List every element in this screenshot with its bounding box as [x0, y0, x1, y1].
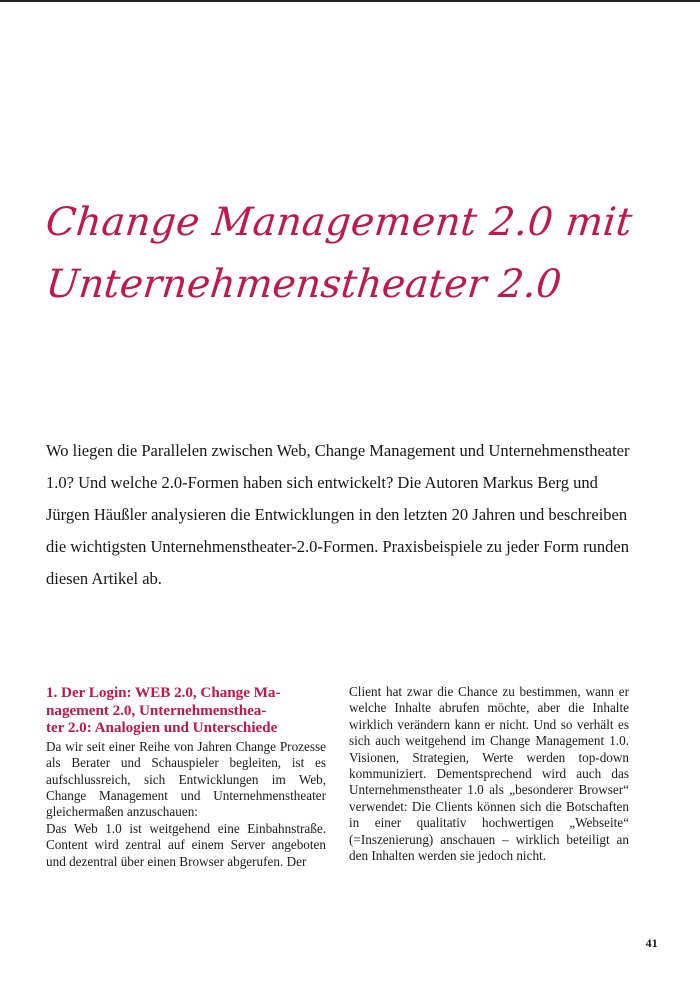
- column-left: [46, 684, 326, 884]
- page-number: 41: [645, 936, 658, 950]
- section-heading: [46, 684, 326, 737]
- section-heading-line-2: nagement 2.0, Unternehmensthea-: [46, 701, 267, 719]
- article-title: [43, 196, 646, 312]
- column-right: [349, 684, 629, 884]
- section-heading-line-3: ter 2.0: Analogien und Unterschiede: [46, 719, 278, 737]
- left-column-paragraph-1: Da wir seit einer Reihe von Jahren Change Prozesse als Berater und Schauspieler begleiten, ist es aufschlussreich, sich Entwicklungen im Web, Change Management und Unternehmenstheater gleichermaßen anzuschauen:: [46, 738, 326, 820]
- article-lead-paragraph: Wo liegen die Parallelen zwischen Web, Change Management und Unternehmenstheater 1.0? Und welche 2.0-Formen haben sich entwickelt? Die Autoren Markus Berg und Jürgen Häußler analysieren die Entwicklungen in den letzten 20 Jahren und beschreiben die wichtigsten Unternehmenstheater-2.0-Formen. Praxisbeispiele zu jeder Form runden diesen Artikel ab.: [46, 440, 630, 588]
- section-heading-line-1: 1. Der Login: WEB 2.0, Change Ma-: [46, 684, 281, 701]
- body-columns: [46, 684, 630, 884]
- left-column-paragraph-2: Das Web 1.0 ist weitgehend eine Einbahnstraße. Content wird zentral auf einem Server angeboten und dezentral über einen Browser abgerufen. Der: [46, 820, 326, 869]
- article-title-line-1: Change Management 2.0 mit: [43, 200, 635, 245]
- right-column-paragraph-1: Client hat zwar die Chance zu bestimmen, wann er welche Inhalte abrufen möchte, aber die Inhalte wirklich verändern kann er nicht. Und so verhält es sich auch weitgehend im Change Management 1.0. Visionen, Strategien, Werte werden top-down kommuniziert. Dementsprechend wird auch das Unternehmenstheater 1.0 als „besonderer Browser“ verwendet: Die Clients können sich die Botschaften in einer qualitativ hochwertigen „Webseite“ (=Inszenierung) anschauen – wirklich beteiligt an den Inhalten werden sie jedoch nicht.: [349, 684, 629, 864]
- article-title-line-2: Unternehmenstheater 2.0: [43, 262, 564, 307]
- page-top-rule: [0, 0, 700, 2]
